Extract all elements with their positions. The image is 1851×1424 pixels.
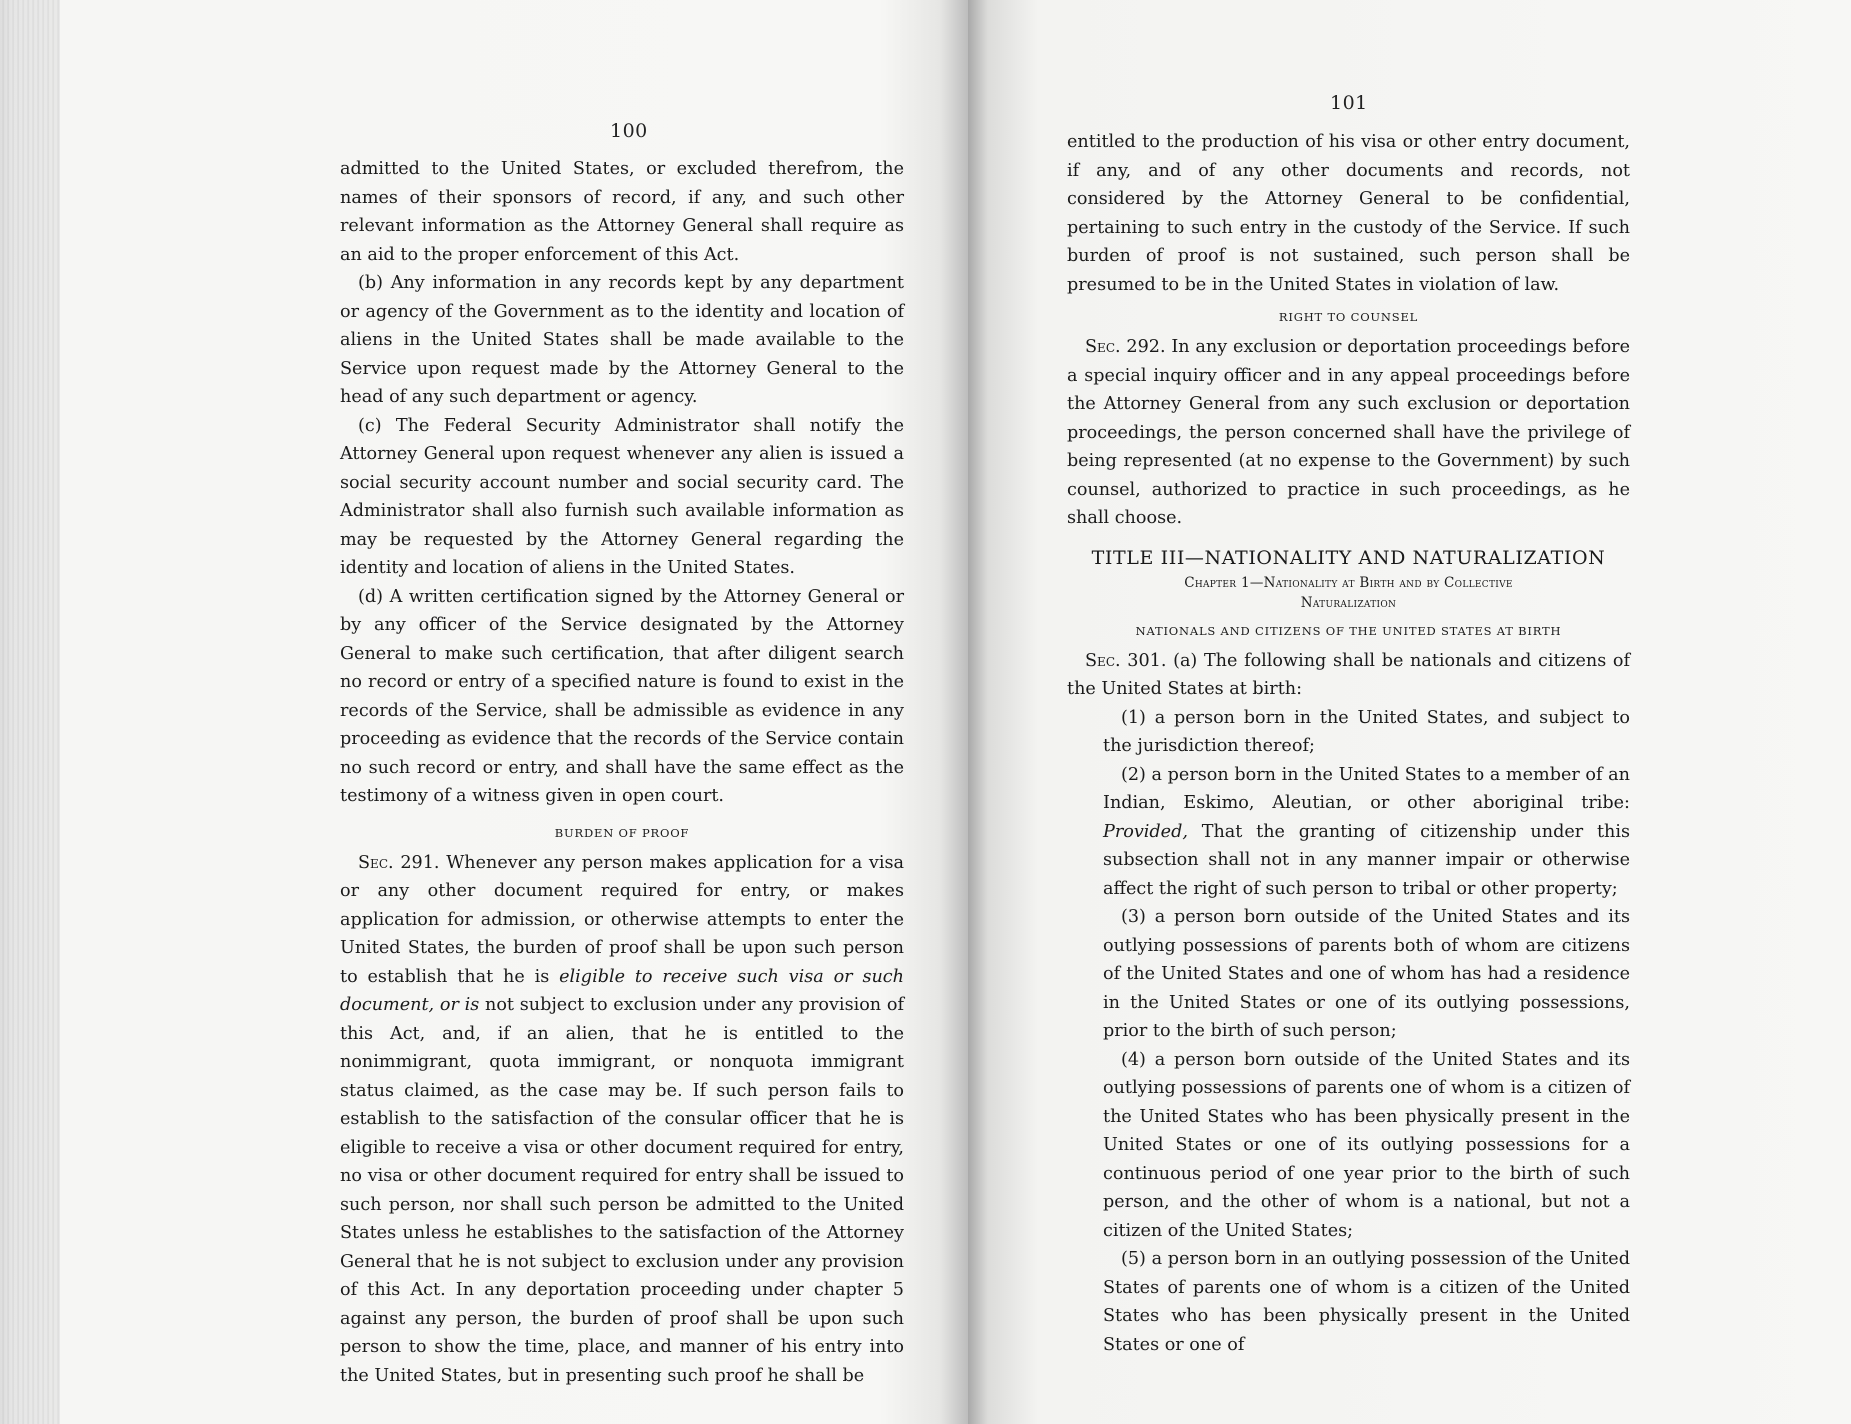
sec-291-text-2: not subject to exclusion under any provision of this Act, and, if an alien, that he is entitled to the nonimmigrant, quota immigrant, or nonquota immigrant status claimed, as the case may be. If such person fails to establish to the satisfaction of the consular officer that he is eligible to receive a visa or other document required for entry, no visa or other document required for entry shall be issued to such person, nor shall such person be admitted to the United States unless he establishes to the satisfaction of the Attorney General that he is not subject to exclusion under any provision of this Act. In any deportation proceeding under chapter 5 against any person, the burden of proof shall be upon such person to show the time, place, and manner of his entry into the United States, but in presenting such proof he shall be	[340, 995, 904, 1386]
item-2-italic: Provided,	[1103, 821, 1188, 842]
list-item-3: (3) a person born outside of the United States and its outlying possessions of parents both of whom are citizens of the United States and one of whom has had a residence in the United States or one of its outlying possessions, prior to the birth of such person;	[1103, 907, 1630, 1041]
continued-paragraph: entitled to the production of his visa or other entry document, if any, and of any other documents and records, not considered by the Attorney General to be confidential, pertaining to such entry in the custody of the Service. If such burden of proof is not sustained, such person shall be presumed to be in the United States in violation of law.	[1067, 132, 1630, 295]
section-301	[1067, 647, 1630, 704]
sec-301-text: 301. (a) The following shall be nationals and citizens of the United States at birth:	[1067, 650, 1630, 699]
sec-291-italic: eligible to receive such visa or such document, or is	[340, 966, 904, 1015]
section-heading-nationals: NATIONALS AND CITIZENS OF THE UNITED STATES AT BIRTH	[1135, 623, 1562, 638]
sec-label: Sec.	[1085, 337, 1121, 357]
right-page	[968, 0, 1851, 1424]
list-item-5: (5) a person born in an outlying possession of the United States of parents one of whom is a citizen of the United States who has been physically present in the United States or one of	[1103, 1249, 1630, 1355]
title-heading: TITLE III—NATIONALITY AND NATURALIZATION	[1091, 546, 1606, 569]
sec-292-text: 292. In any exclusion or deportation proceedings before a special inquiry officer and in any appeal proceedings before the Attorney General from any such exclusion or deportation proceedings, the person concerned shall have the privilege of being represented (at no expense to the Government) by such counsel, authorized to practice in such proceedings, as he shall choose.	[1067, 337, 1630, 528]
right-text-column	[1067, 128, 1630, 1359]
section-292	[1067, 333, 1630, 533]
section-291	[340, 849, 904, 1391]
page-edge	[0, 0, 60, 1424]
sec-label: Sec.	[1085, 650, 1121, 671]
section-heading-burden-of-proof: BURDEN OF PROOF	[554, 825, 690, 840]
paragraph-b: (b) Any information in any records kept by any department or agency of the Government as to the identity and location of aliens in the United States shall be made available to the Service upon request made by the Attorney General to the head of any such department or agency.	[340, 273, 904, 407]
paragraph-d: (d) A written certification signed by the Attorney General or by any officer of the Service designated by the Attorney General to make such certification, that after diligent search no record or entry of a specified nature is found to exist in the records of the Service, shall be admissible as evidence in any proceeding as evidence that the records of the Service contain no such record or entry, and shall have the same effect as the testimony of a witness given in open court.	[340, 586, 904, 806]
chapter-line-1: Chapter 1—Nationality at Birth and by Collective	[1184, 574, 1513, 591]
left-text-column	[340, 155, 904, 1390]
chapter-heading	[1067, 573, 1630, 613]
section-heading-right-to-counsel: RIGHT TO COUNSEL	[1278, 310, 1419, 324]
page-number: 101	[1330, 92, 1368, 114]
item-2-text-b: That the granting of citizenship under this subsection shall not in any manner impair or otherwise affect the right of such person to tribal or other property;	[1103, 821, 1630, 899]
list-item-4: (4) a person born outside of the United States and its outlying possessions of parents one of whom is a citizen of the United States who has been physically present in the United States or one of its outlying possessions for a continuous period of one year prior to the birth of such person, and the other of whom is a national, but not a citizen of the United States;	[1103, 1049, 1630, 1241]
item-2-text-a: (2) a person born in the United States to a member of an Indian, Eskimo, Aleutian, or other aboriginal tribe:	[1103, 764, 1630, 813]
paragraph-c: (c) The Federal Security Administrator shall notify the Attorney General upon request whenever any alien is issued a social security account number and social security card. The Administrator shall also furnish such available information as may be requested by the Attorney General regarding the identity and location of aliens in the United States.	[340, 415, 904, 578]
chapter-line-2: Naturalization	[1300, 594, 1397, 611]
sec-label: Sec.	[358, 852, 394, 873]
sec-291-text-1: 291. Whenever any person makes application for a visa or any other document required for entry, or makes application for admission, or otherwise attempts to enter the United States, the burden of proof shall be upon such person to establish that he is	[340, 852, 904, 987]
list-item-2	[1067, 761, 1630, 904]
paragraph-a-continued: admitted to the United States, or excluded therefrom, the names of their sponsors of record, if any, and such other relevant information as the Attorney General shall require as an aid to the proper enforcement of this Act.	[340, 159, 904, 265]
list-item-1: (1) a person born in the United States, and subject to the jurisdiction thereof;	[1103, 707, 1630, 756]
page-number: 100	[610, 120, 648, 142]
